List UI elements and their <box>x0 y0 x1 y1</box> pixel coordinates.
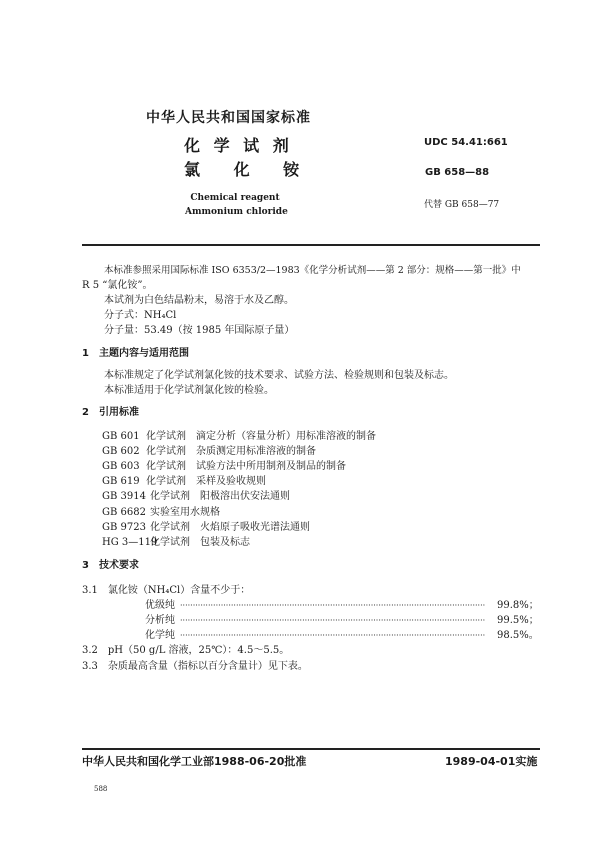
molecular-formula: 分子式：NH₄Cl <box>104 310 177 321</box>
reference-title: 化学试剂 滴定分析（容量分析）用标准溶液的制备 <box>146 431 376 442</box>
intro-line3: 本试剂为白色结晶粉末，易溶于水及乙醇。 <box>104 295 294 306</box>
reference-title: 化学试剂 包装及标志 <box>150 536 250 548</box>
reference-title: 化学试剂 杂质测定用标准溶液的制备 <box>146 446 316 458</box>
reference-code: HG 3—119 <box>102 536 158 548</box>
clause-3-2: 3.2 pH（50 g/L 溶液，25℃）：4.5～5.5。 <box>82 645 290 656</box>
grade-name: 化学纯 <box>145 630 175 641</box>
section1-heading: 1 主题内容与适用范围 <box>82 348 189 359</box>
english-title-line1: Chemical reagent <box>190 193 280 203</box>
title-line2: 氯 化 铵 <box>184 160 304 179</box>
reference-code: GB 601 <box>102 431 140 442</box>
reference-title: 化学试剂 试验方法中所用制剂及制品的制备 <box>146 461 346 473</box>
approval-date: 中华人民共和国化学工业部1988-06-20批准 <box>82 755 307 768</box>
national-standard-label: 中华人民共和国国家标准 <box>146 110 311 126</box>
grade-name: 优级纯 <box>145 600 175 611</box>
dot-leader: ························································································································ <box>180 631 486 640</box>
intro-line2: R 5 “氯化铵”。 <box>82 280 153 291</box>
reference-code: GB 619 <box>102 476 140 488</box>
reference-title: 实验室用水规格 <box>150 506 220 518</box>
section1-p1: 本标准规定了化学试剂氯化铵的技术要求、试验方法、检验规则和包装及标志。 <box>104 370 454 381</box>
section1-p2: 本标准适用于化学试剂氯化铵的检验。 <box>104 385 274 396</box>
dot-leader: ························································································································ <box>180 601 486 610</box>
reference-code: GB 3914 <box>102 491 146 503</box>
reference-code: GB 603 <box>102 461 140 473</box>
reference-title: 化学试剂 火焰原子吸收光谱法通则 <box>150 521 310 533</box>
page-number: 588 <box>94 785 108 793</box>
reference-code: GB 9723 <box>102 521 146 533</box>
footer-rule <box>82 748 540 750</box>
reference-code: GB 602 <box>102 446 140 458</box>
effective-date: 1989-04-01实施 <box>445 755 538 768</box>
section3-heading: 3 技术要求 <box>82 560 139 571</box>
replaces-standard: 代替 GB 658—77 <box>424 200 500 210</box>
title-line1: 化 学 试 剂 <box>184 136 293 155</box>
clause-3-1: 3.1 氯化铵（NH₄Cl）含量不少于： <box>82 585 251 596</box>
udc-code: UDC 54.41:661 <box>424 137 508 148</box>
molecular-mass: 分子量：53.49（按 1985 年国际原子量） <box>104 325 295 336</box>
grade-value: 99.5%； <box>497 615 539 626</box>
standard-number: GB 658—88 <box>425 167 490 178</box>
clause-3-3: 3.3 杂质最高含量（指标以百分含量计）见下表。 <box>82 661 308 672</box>
grade-value: 98.5%。 <box>497 630 539 641</box>
reference-code: GB 6682 <box>102 506 146 518</box>
header-rule <box>82 244 540 246</box>
grade-value: 99.8%； <box>497 600 539 611</box>
section2-heading: 2 引用标准 <box>82 407 139 418</box>
reference-title: 化学试剂 阳极溶出伏安法通则 <box>150 491 290 503</box>
intro-line1: 本标准参照采用国际标准 ISO 6353/2—1983《化学分析试剂——第 2 部分：规格——第一批》中 <box>104 265 521 276</box>
english-title-line2: Ammonium chloride <box>185 207 288 217</box>
grade-name: 分析纯 <box>145 615 175 626</box>
dot-leader: ························································································································ <box>180 616 486 625</box>
reference-title: 化学试剂 采样及验收规则 <box>146 476 266 488</box>
